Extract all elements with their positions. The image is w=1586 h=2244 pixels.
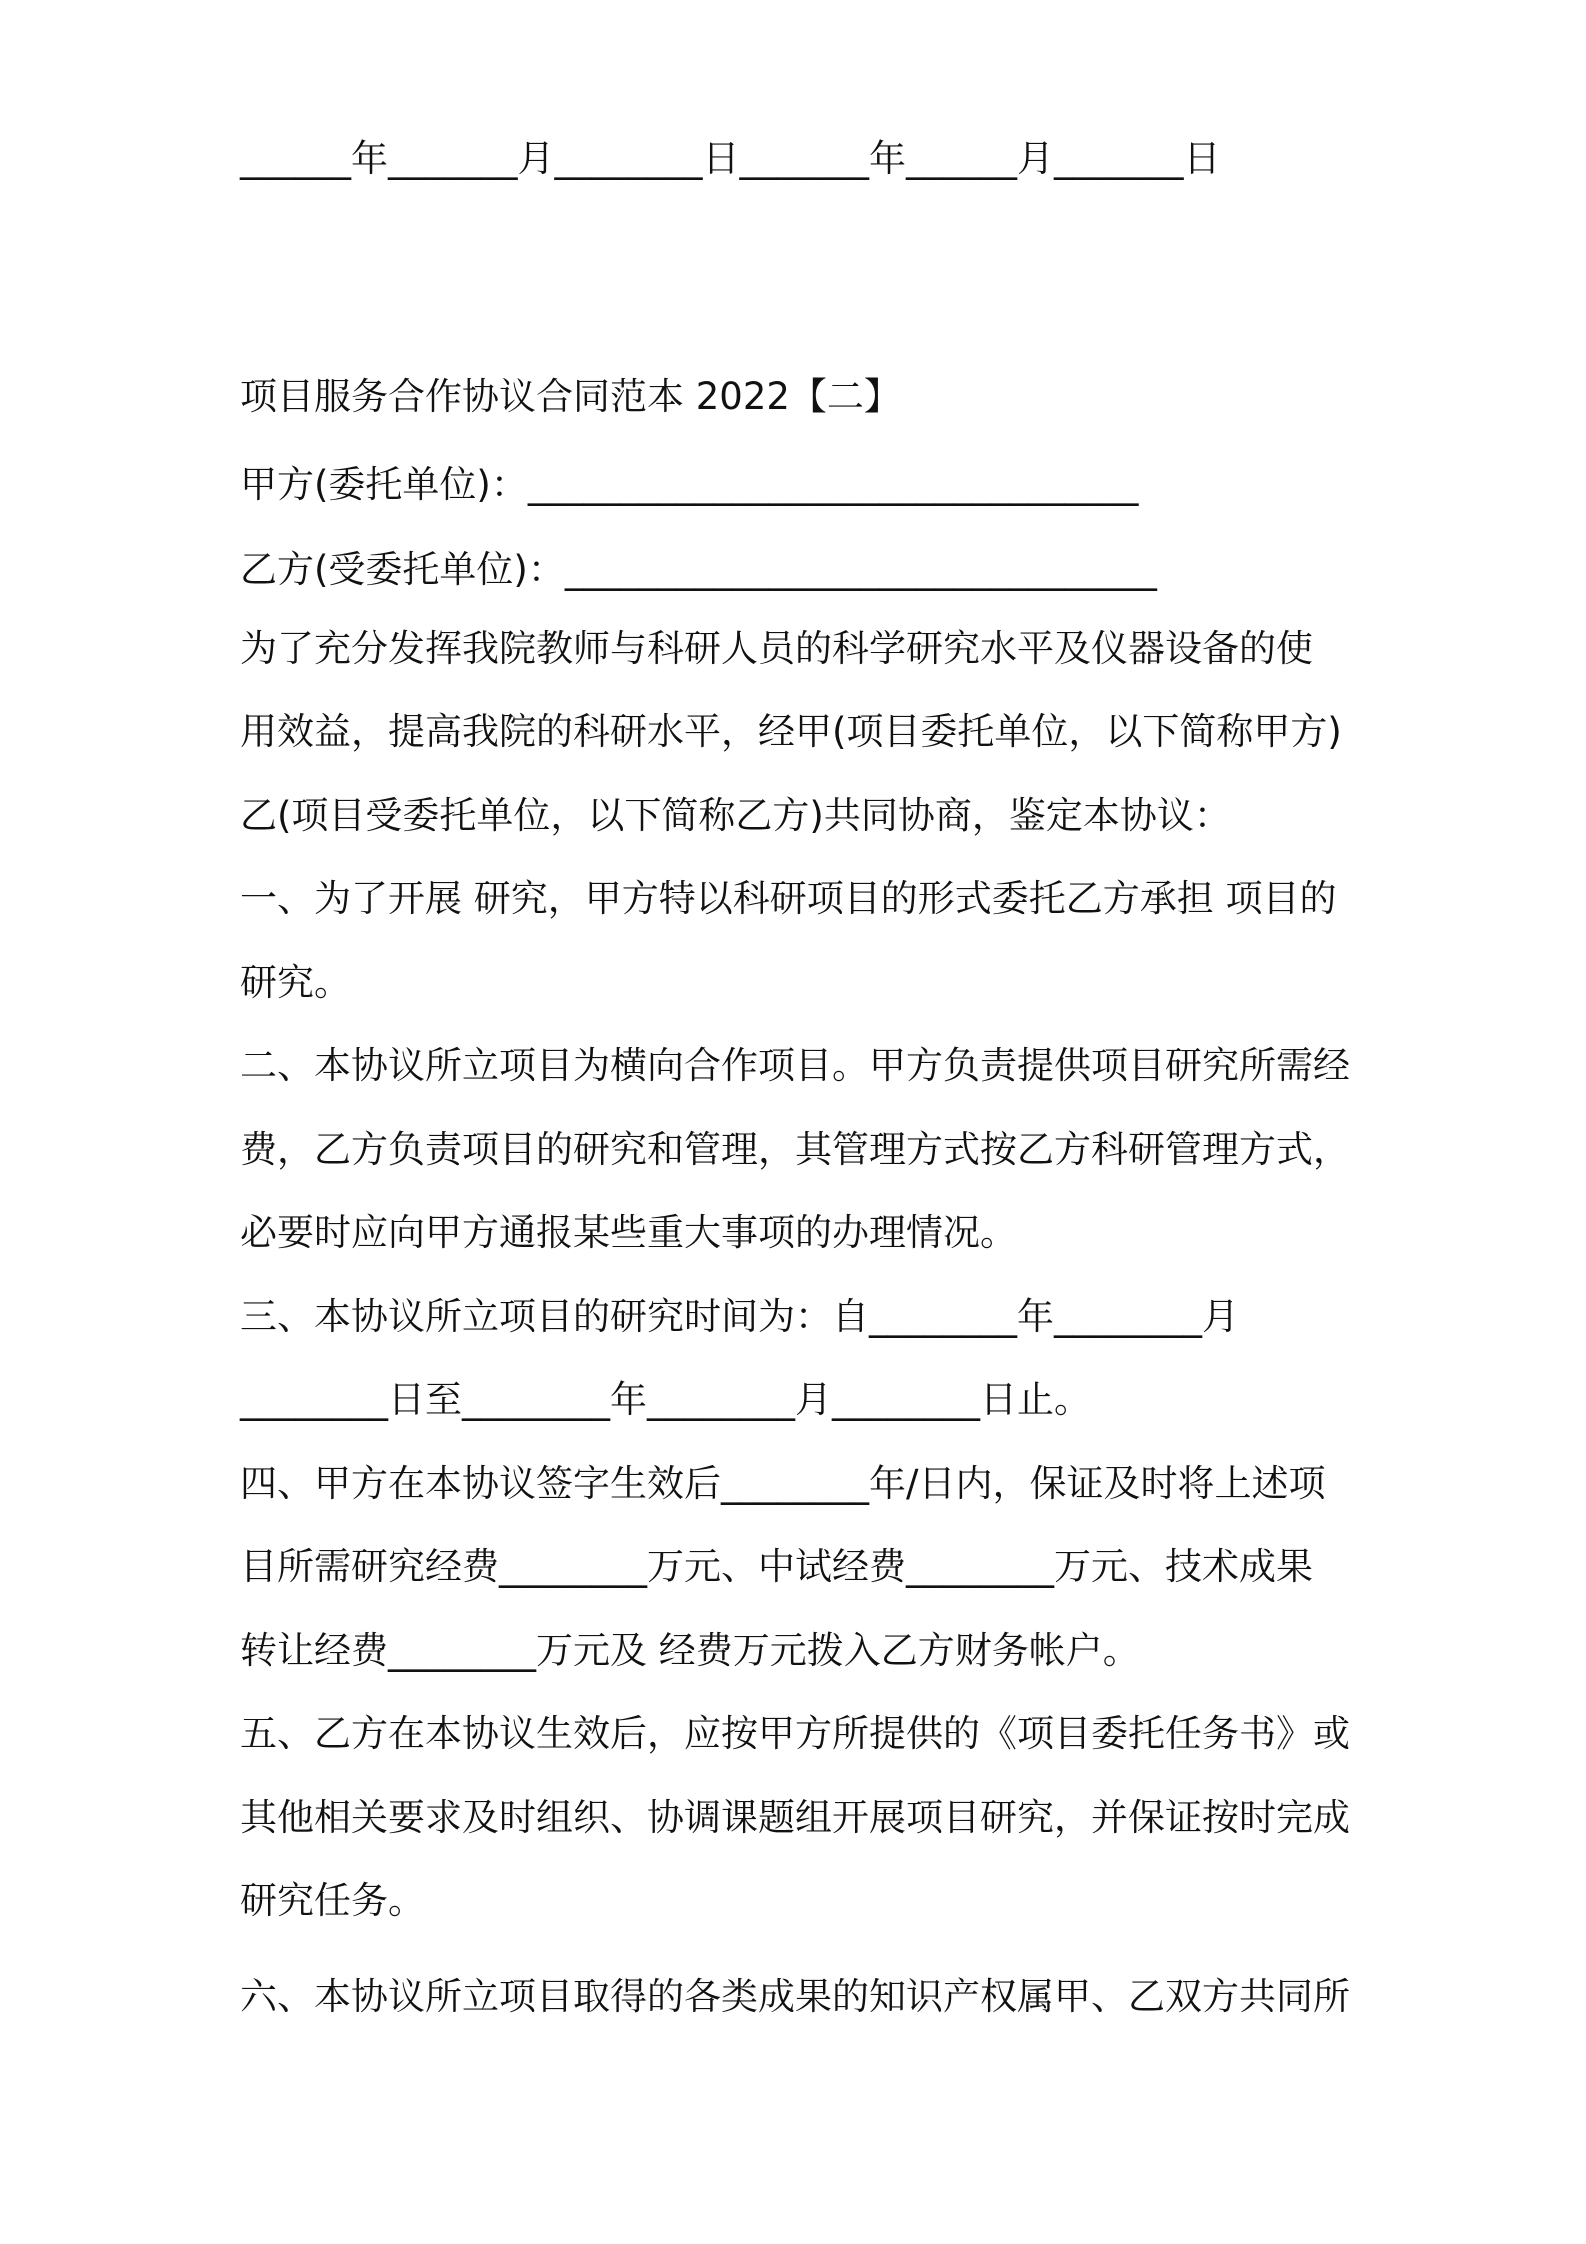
clause-1-line-1: 一、为了开展 研究，甲方特以科研项目的形式委托乙方承担 项目的 [240, 877, 1337, 920]
clause-5-line-1: 五、乙方在本协议生效后，应按甲方所提供的《项目委托任务书》或 [240, 1712, 1350, 1755]
party-a-line: 甲方(委托单位)：_________________________________ [240, 463, 1139, 506]
clause-2-line-1: 二、本协议所立项目为横向合作项目。甲方负责提供项目研究所需经 [240, 1044, 1350, 1087]
section-title: 项目服务合作协议合同范本 2022【二】 [240, 375, 901, 418]
clause-4-line-1: 四、甲方在本协议签字生效后________年/日内，保证及时将上述项 [240, 1462, 1326, 1505]
clause-3-line-1: 三、本协议所立项目的研究时间为：自________年________月 [240, 1295, 1239, 1338]
clause-3-line-2: ________日至________年________月________日止。 [240, 1378, 1091, 1421]
intro-line-3: 乙(项目受委托单位，以下简称乙方)共同协商，鉴定本协议： [240, 794, 1231, 837]
party-b-line: 乙方(受委托单位)：________________________________ [240, 548, 1157, 591]
clause-2-line-2: 费，乙方负责项目的研究和管理，其管理方式按乙方科研管理方式， [240, 1128, 1350, 1171]
clause-4-line-2: 目所需研究经费________万元、中试经费________万元、技术成果 [240, 1545, 1313, 1588]
clause-6-line-1: 六、本协议所立项目取得的各类成果的知识产权属甲、乙双方共同所 [240, 1975, 1350, 2018]
clause-4-line-3: 转让经费________万元及 经费万元拨入乙方财务帐户。 [240, 1629, 1140, 1672]
clause-1-line-2: 研究。 [240, 961, 351, 1004]
intro-line-2: 用效益，提高我院的科研水平，经甲(项目委托单位，以下简称甲方) [240, 710, 1342, 753]
intro-line-1: 为了充分发挥我院教师与科研人员的科学研究水平及仪器设备的使 [240, 627, 1313, 670]
clause-2-line-3: 必要时应向甲方通报某些重大事项的办理情况。 [240, 1211, 1017, 1254]
date-line: ______年_______月________日_______年______月_______日 [240, 137, 1221, 180]
clause-5-line-3: 研究任务。 [240, 1879, 425, 1922]
clause-5-line-2: 其他相关要求及时组织、协调课题组开展项目研究，并保证按时完成 [240, 1796, 1350, 1839]
